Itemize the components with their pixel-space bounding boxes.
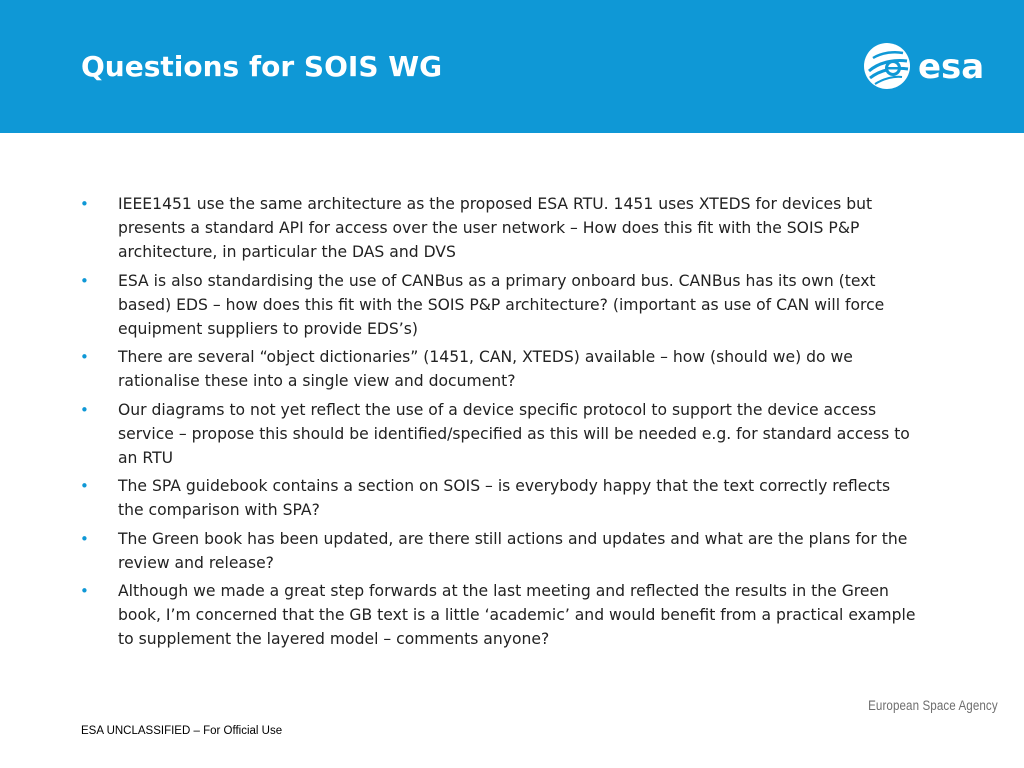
bullet-text: The Green book has been updated, are there still actions and updates and what are the plans for the review and release?	[118, 529, 908, 572]
esa-logo-graphic	[862, 40, 1002, 94]
page-title: Questions for SOIS WG	[81, 50, 443, 83]
bullet-item	[80, 345, 920, 393]
bullet-item	[80, 192, 920, 265]
bullet-item	[80, 579, 920, 652]
bullet-text: There are several “object dictionaries” (1451, CAN, XTEDS) available – how (should we) do we rationalise these into a single view and document?	[118, 348, 853, 391]
bullet-marker: •	[80, 529, 89, 548]
bullet-text: IEEE1451 use the same architecture as the proposed ESA RTU. 1451 uses XTEDS for devices but presents a standard API for access over the user network – How does this fit with the SOIS P&P architecture, in particular the DAS and DVS	[118, 195, 873, 262]
esa-logo-text: esa	[918, 47, 985, 87]
bullet-text: ESA is also standardising the use of CANBus as a primary onboard bus. CANBus has its own (text based) EDS – how does this fit with the SOIS P&P architecture? (important as use of CAN will force equipment suppliers to provide EDS’s)	[118, 271, 885, 339]
bullet-marker: •	[80, 195, 89, 213]
bullet-item	[80, 269, 920, 342]
bullet-item	[80, 398, 920, 471]
header-banner	[0, 0, 1024, 133]
bullet-marker: •	[80, 348, 89, 367]
esa-logo	[862, 40, 1002, 94]
bullet-text: Our diagrams to not yet reflect the use of a device specific protocol to support the device access service – propose this should be identified/specified as this will be needed e.g. for standard access to an RTU	[118, 400, 910, 468]
bullet-text: Although we made a great step forwards at the last meeting and reflected the results in the Green book, I’m concerned that the GB text is a little ‘academic’ and would benefit from a practical example to supplement the layered model – comments anyone?	[118, 582, 916, 649]
bullet-item	[80, 474, 920, 522]
bullet-marker: •	[80, 477, 89, 496]
agency-name: European Space Agency	[868, 698, 998, 713]
bullet-list	[80, 192, 920, 656]
bullet-marker: •	[80, 582, 89, 601]
bullet-item	[80, 527, 920, 575]
classification-label: ESA UNCLASSIFIED – For Official Use	[81, 725, 283, 737]
bullet-marker: •	[80, 400, 89, 419]
bullet-text: The SPA guidebook contains a section on SOIS – is everybody happy that the text correctly reflects the comparison with SPA?	[118, 477, 891, 520]
bullet-marker: •	[80, 271, 89, 290]
esa-logo-emblem	[864, 43, 910, 89]
